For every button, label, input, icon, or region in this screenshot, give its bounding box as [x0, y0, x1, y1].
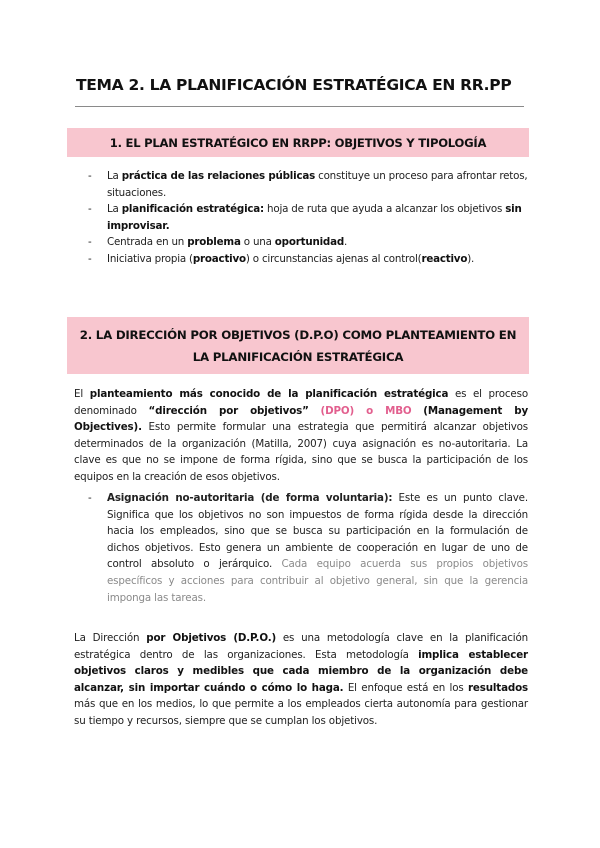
- list-item: - La práctica de las relaciones públicas constituye un proceso para afrontar retos, situaciones.: [88, 170, 528, 199]
- section-2-paragraph-2: La Dirección por Objetivos (D.P.O.) es una metodología clave en la planificación estratégica dentro de las organizaciones. Esta metodología implica establecer objetivos claros y medibles que cada miembro de la organización debe alcanzar, sin importar cuándo o cómo lo haga. El enfoque está en los resultados más que en los medios, lo que permite a los empleados cierta autonomía para gestionar su tiempo y recursos, siempre que se cumplan los objetivos.: [74, 632, 528, 727]
- list-bullet: -: [88, 203, 92, 216]
- document-title: TEMA 2. LA PLANIFICACIÓN ESTRATÉGICA EN RR.PP: [76, 76, 512, 94]
- section-2-heading: [67, 317, 529, 374]
- section-2-heading-line-2: LA PLANIFICACIÓN ESTRATÉGICA: [192, 349, 404, 364]
- section-2-sub-list: [88, 490, 528, 606]
- acronym-highlight: (DPO) o MBO: [320, 404, 412, 417]
- section-2-heading-line-1: 2. LA DIRECCIÓN POR OBJETIVOS (D.P.O) COMO PLANTEAMIENTO EN: [79, 327, 517, 342]
- list-item: - Asignación no-autoritaria (de forma voluntaria): Este es un punto clave. Significa que los objetivos no son impuestos de forma rígida desde la dirección hacia los empleados, sino que se busca su participación en la formulación de dichos objetivos. Esto genera un ambiente de cooperación en lugar de uno de control absoluto o jerárquico. Cada equipo acuerda sus propios objetivos específicos y acciones para contribuir al objetivo general, sin que la gerencia imponga las tareas.: [88, 492, 528, 604]
- section-1-heading-text: 1. EL PLAN ESTRATÉGICO EN RRPP: OBJETIVOS Y TIPOLOGÍA: [109, 135, 487, 150]
- section-2-paragraph-1: El planteamiento más conocido de la planificación estratégica es el proceso denominado “dirección por objetivos” (DPO) o MBO (Management by Objectives). Esto permite formular una estrategia que permitirá alcanzar objetivos determinados de la organización (Matilla, 2007) cuya asignación es no-autoritaria. La clave es que no se impone de forma rígida, sino que se busca la participación de los equipos en la creación de esos objetivos.: [74, 388, 529, 483]
- grey-note: Cada equipo acuerda sus propios objetivos específicos y acciones para contribuir al objetivo general, sin que la gerencia imponga las tareas.: [107, 558, 528, 604]
- list-bullet: -: [88, 492, 92, 504]
- list-bullet: -: [88, 236, 92, 249]
- list-item: - Iniciativa propia (proactivo) o circunstancias ajenas al control(reactivo).: [88, 251, 528, 268]
- list-item: - La planificación estratégica: hoja de ruta que ayuda a alcanzar los objetivos sin improvisar.: [88, 203, 522, 232]
- list-bullet: -: [88, 170, 92, 182]
- section-1-list: [88, 168, 528, 268]
- list-bullet: -: [88, 252, 92, 265]
- section-1-heading: [67, 128, 529, 157]
- list-item: - Centrada en un problema o una oportunidad.: [88, 234, 528, 251]
- title-divider: [75, 106, 524, 107]
